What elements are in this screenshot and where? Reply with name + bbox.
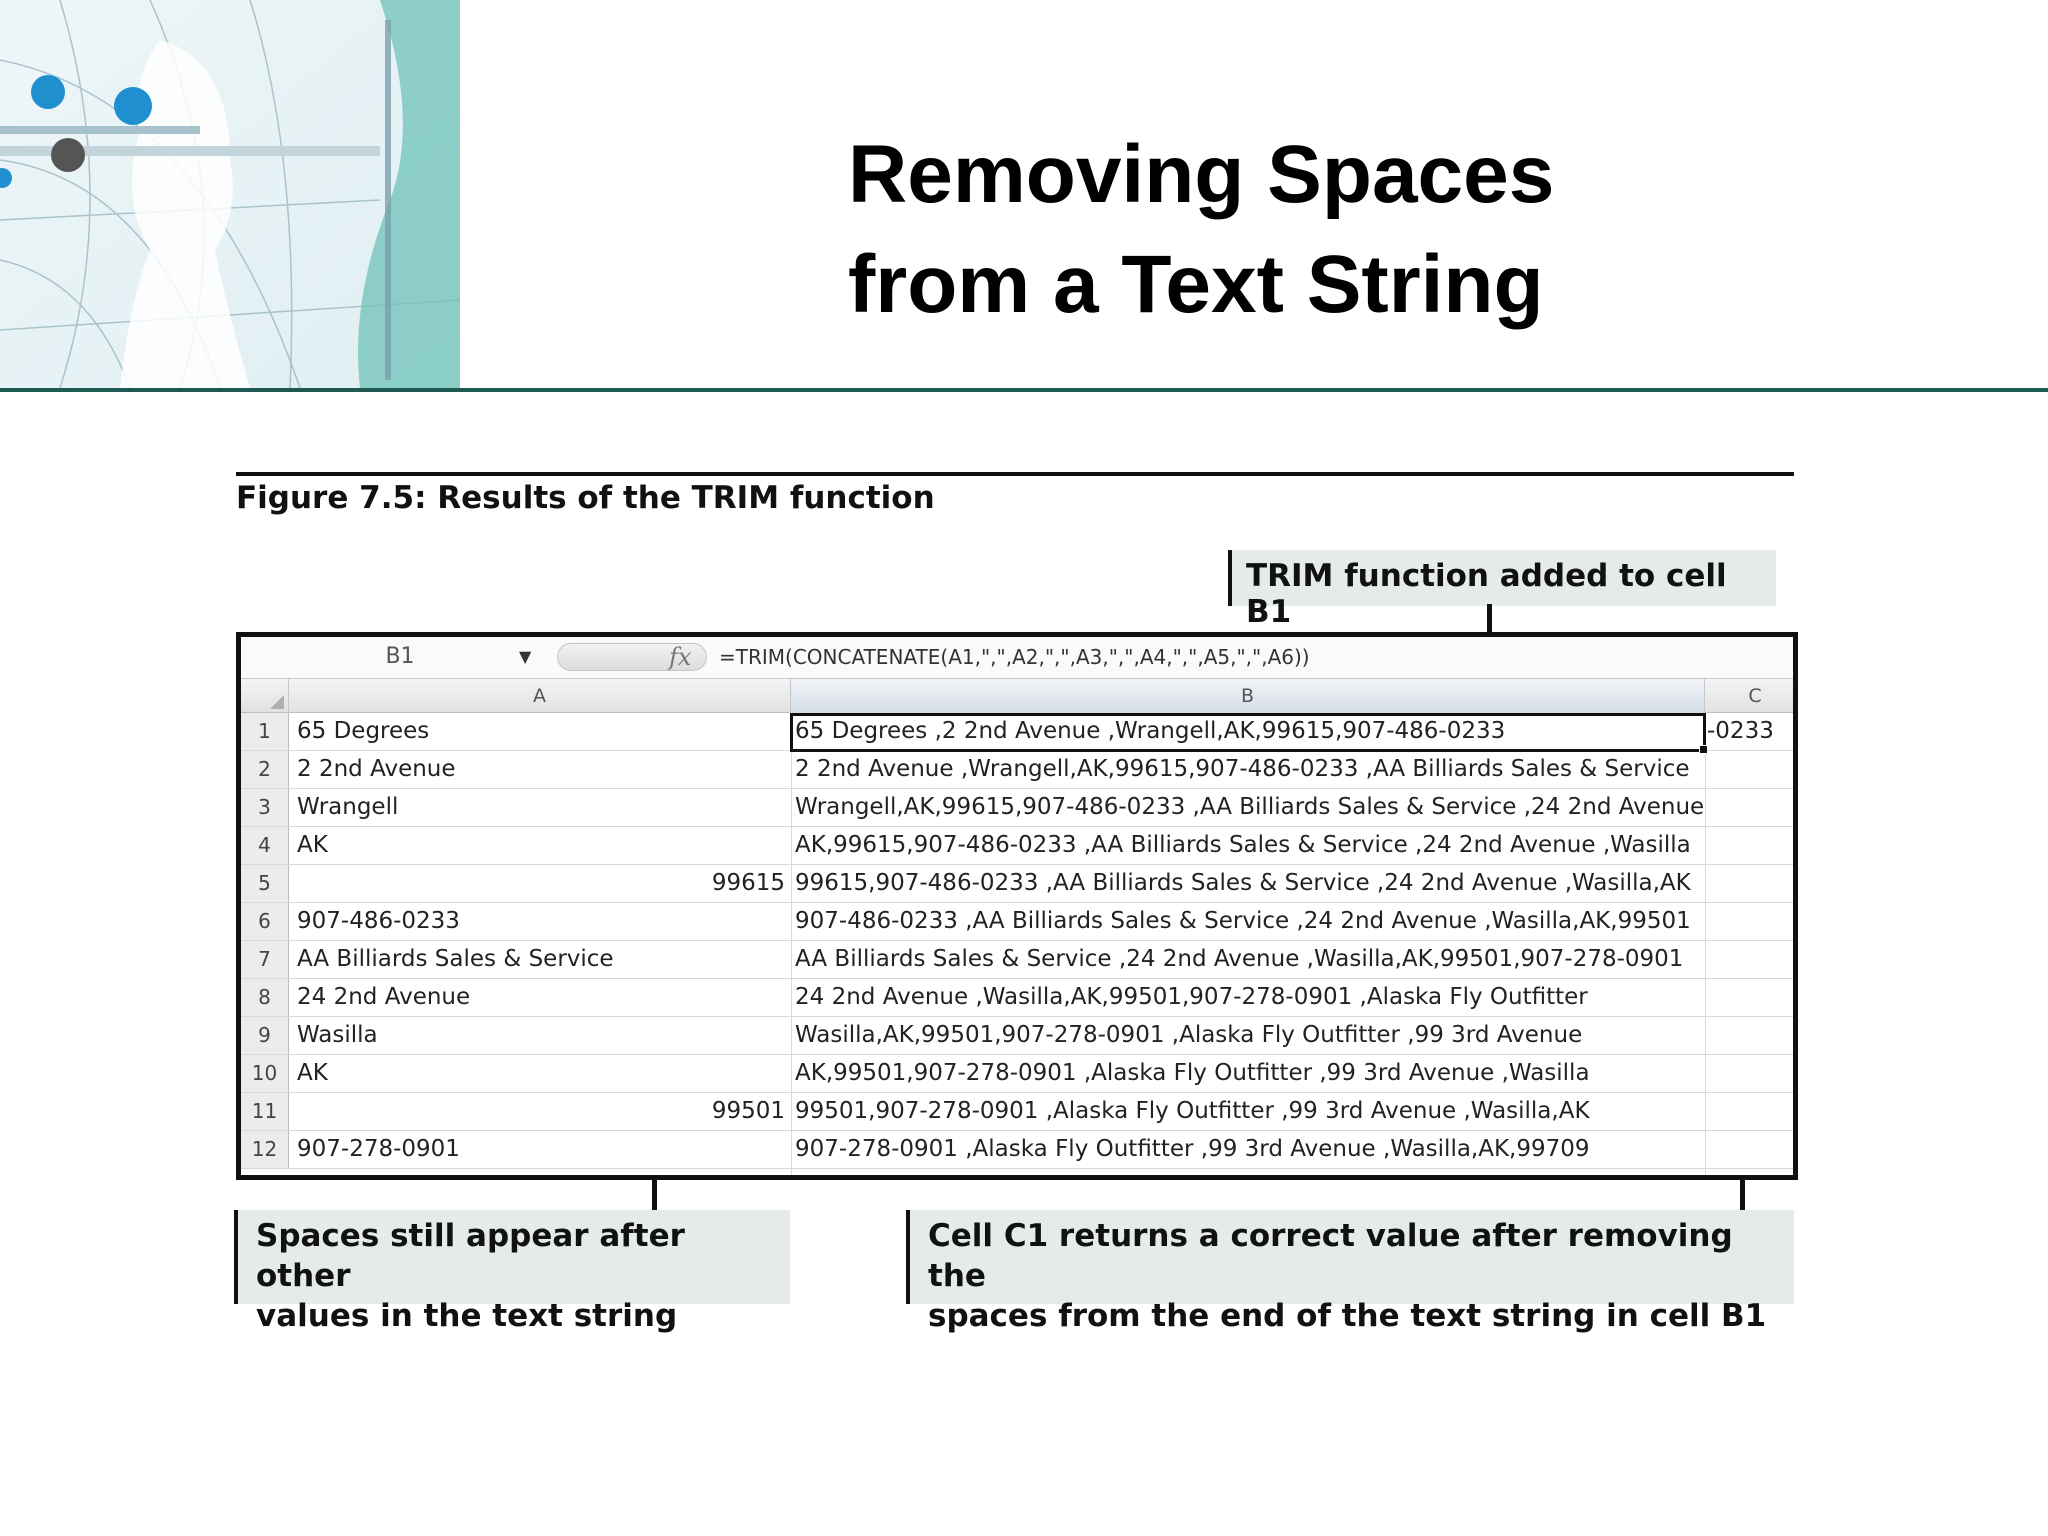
row-header[interactable]: 12 <box>241 1131 289 1168</box>
column-header-c[interactable]: C <box>1748 685 1762 707</box>
callout-c1-line-1: Cell C1 returns a correct value after removing the <box>928 1218 1733 1294</box>
row-header[interactable]: 7 <box>241 941 289 978</box>
cell-c12[interactable] <box>1705 1131 1798 1168</box>
row-header[interactable]: 10 <box>241 1055 289 1092</box>
slide-title-line-1: Removing Spaces <box>848 129 1555 220</box>
insert-function-icon[interactable]: fx <box>669 643 692 671</box>
cell-a6[interactable]: 907-486-0233 <box>297 908 460 934</box>
callout-spaces-line-1: Spaces still appear after other <box>256 1218 685 1294</box>
cell-a8[interactable]: 24 2nd Avenue <box>297 984 471 1010</box>
cell-b8[interactable]: 24 2nd Avenue ,Wasilla,AK,99501,907-278-0901 ,Alaska Fly Outfitter <box>795 984 1588 1010</box>
figure-caption: Figure 7.5: Results of the TRIM function <box>236 480 935 516</box>
slide-title <box>848 120 1948 340</box>
sheet-row <box>241 827 1793 865</box>
row-header[interactable]: 3 <box>241 789 289 826</box>
fill-handle[interactable] <box>1699 745 1708 754</box>
sheet-row <box>241 1131 1793 1169</box>
cell-a10[interactable]: AK <box>297 1060 328 1086</box>
sheet-row <box>241 941 1793 979</box>
column-header-row <box>241 679 1793 713</box>
cell-c11[interactable] <box>1705 1093 1798 1130</box>
cell-a5[interactable]: 99615 <box>711 870 785 896</box>
sheet-row <box>241 865 1793 903</box>
cell-b12[interactable]: 907-278-0901 ,Alaska Fly Outfitter ,99 3rd Avenue ,Wasilla,AK,99709 <box>795 1136 1590 1162</box>
cell-c10[interactable] <box>1705 1055 1798 1092</box>
row-header[interactable]: 8 <box>241 979 289 1016</box>
cell-b5[interactable]: 99615,907-486-0233 ,AA Billiards Sales & Service ,24 2nd Avenue ,Wasilla,AK <box>795 870 1691 896</box>
decorative-header-graphic <box>0 0 460 388</box>
sheet-row <box>241 789 1793 827</box>
row-header[interactable]: 1 <box>241 713 289 750</box>
cell-a1[interactable]: 65 Degrees <box>297 718 430 744</box>
cell-b1[interactable]: 65 Degrees ,2 2nd Avenue ,Wrangell,AK,99615,907-486-0233 <box>795 718 1506 744</box>
title-divider <box>0 388 2048 392</box>
sheet-row <box>241 1093 1793 1131</box>
slide-title-line-2: from a Text String <box>848 239 1544 330</box>
sheet-row <box>241 751 1793 789</box>
row-header[interactable]: 4 <box>241 827 289 864</box>
sheet-row <box>241 1017 1793 1055</box>
formula-input[interactable]: =TRIM(CONCATENATE(A1,",",A2,",",A3,",",A4,",",A5,",",A6)) <box>719 645 1310 669</box>
row-header[interactable]: 6 <box>241 903 289 940</box>
row-header[interactable]: 11 <box>241 1093 289 1130</box>
cell-b6[interactable]: 907-486-0233 ,AA Billiards Sales & Service ,24 2nd Avenue ,Wasilla,AK,99501 <box>795 908 1691 934</box>
name-box[interactable]: B1 <box>385 644 415 669</box>
callout-c1-line-2: spaces from the end of the text string in cell B1 <box>928 1298 1767 1334</box>
cell-b3[interactable]: Wrangell,AK,99615,907-486-0233 ,AA Billiards Sales & Service ,24 2nd Avenue <box>795 794 1705 820</box>
cell-b9[interactable]: Wasilla,AK,99501,907-278-0901 ,Alaska Fly Outfitter ,99 3rd Avenue <box>795 1022 1583 1048</box>
column-header-b[interactable]: B <box>791 679 1705 713</box>
cell-a2[interactable]: 2 2nd Avenue <box>297 756 456 782</box>
active-cell-outline <box>790 713 1706 752</box>
callout-c1-correct <box>906 1210 1794 1334</box>
cell-a9[interactable]: Wasilla <box>297 1022 378 1048</box>
sheet-row <box>241 979 1793 1017</box>
cell-c9[interactable] <box>1705 1017 1798 1054</box>
name-box-dropdown-icon[interactable]: ▼ <box>519 647 532 666</box>
cell-b2[interactable]: 2 2nd Avenue ,Wrangell,AK,99615,907-486-0233 ,AA Billiards Sales & Service <box>795 756 1690 782</box>
row-header[interactable]: 2 <box>241 751 289 788</box>
sheet-row <box>241 903 1793 941</box>
cell-b10[interactable]: AK,99501,907-278-0901 ,Alaska Fly Outfitter ,99 3rd Avenue ,Wasilla <box>795 1060 1590 1086</box>
cell-c8[interactable] <box>1705 979 1798 1016</box>
callout-spaces-line-2: values in the text string <box>256 1298 678 1334</box>
decorative-face-graphic <box>0 0 460 388</box>
cell-c6[interactable] <box>1705 903 1798 940</box>
cell-c2[interactable] <box>1705 751 1798 788</box>
cell-a7[interactable]: AA Billiards Sales & Service <box>297 946 614 972</box>
cell-b7[interactable]: AA Billiards Sales & Service ,24 2nd Avenue ,Wasilla,AK,99501,907-278-0901 <box>795 946 1684 972</box>
cell-a12[interactable]: 907-278-0901 <box>297 1136 460 1162</box>
row-header[interactable]: 5 <box>241 865 289 902</box>
column-header-a[interactable]: A <box>289 679 791 713</box>
cell-c7[interactable] <box>1705 941 1798 978</box>
cell-a11[interactable]: 99501 <box>711 1098 785 1124</box>
formula-bar <box>241 637 1793 679</box>
sheet-row <box>241 1055 1793 1093</box>
cell-c4[interactable] <box>1705 827 1798 864</box>
cell-b4[interactable]: AK,99615,907-486-0233 ,AA Billiards Sales & Service ,24 2nd Avenue ,Wasilla <box>795 832 1691 858</box>
cell-a4[interactable]: AK <box>297 832 328 858</box>
spreadsheet <box>236 632 1798 1180</box>
callout-trim-function: TRIM function added to cell B1 <box>1228 550 1776 606</box>
select-all-corner[interactable] <box>241 679 289 713</box>
row-header[interactable]: 9 <box>241 1017 289 1054</box>
cell-c5[interactable] <box>1705 865 1798 902</box>
callout-spaces-remain <box>234 1210 790 1334</box>
cell-c3[interactable] <box>1705 789 1798 826</box>
cell-c1[interactable]: -0233 <box>1707 718 1774 744</box>
cell-a3[interactable]: Wrangell <box>297 794 399 820</box>
cell-b11[interactable]: 99501,907-278-0901 ,Alaska Fly Outfitter ,99 3rd Avenue ,Wasilla,AK <box>795 1098 1590 1124</box>
figure-top-rule <box>236 472 1794 476</box>
